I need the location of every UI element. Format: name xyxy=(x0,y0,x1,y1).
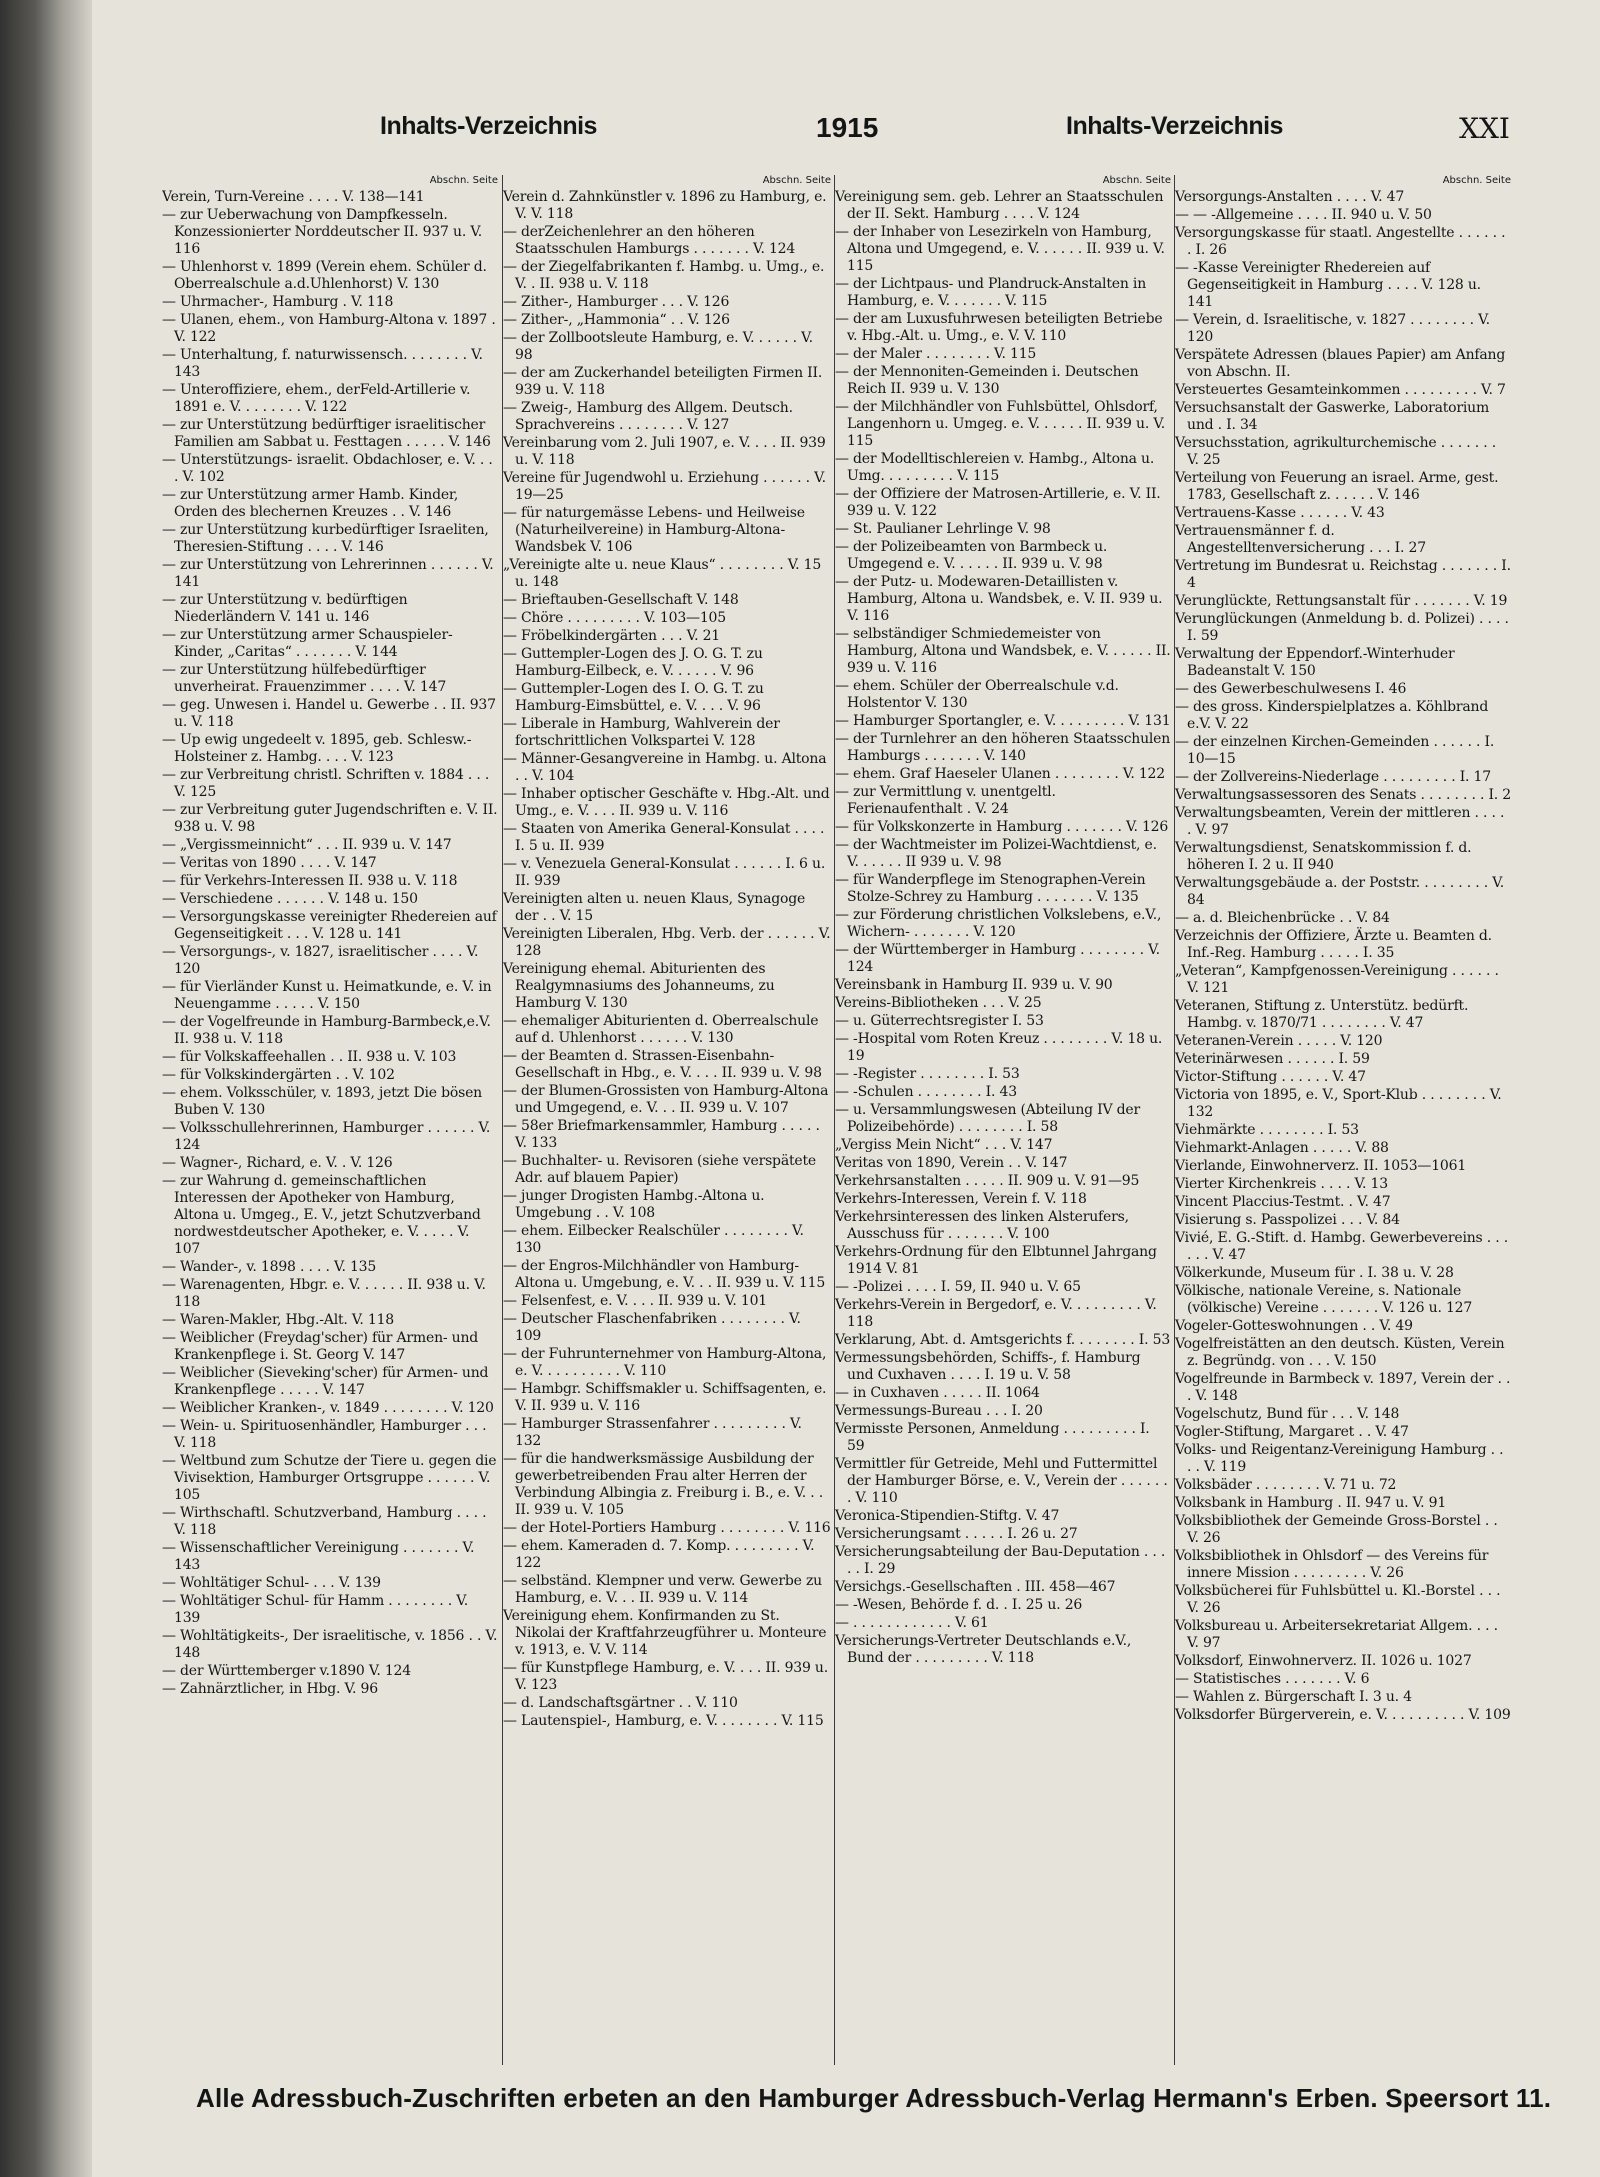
index-entry: Volksdorfer Bürgerverein, e. V. . . . . . . . . . V. 109 xyxy=(1175,1707,1511,1723)
index-entry: — zur Unterstützung bedürftiger israelitischer Familien am Sabbat u. Festtagen . . . . . V. 146 xyxy=(162,417,491,450)
index-entry: — 58er Briefmarkensammler, Hamburg . . . . . V. 133 xyxy=(503,1118,820,1151)
index-entry: — ehem. Volksschüler, v. 1893, jetzt Die bösen Buben V. 130 xyxy=(162,1085,482,1118)
index-entry: — Guttempler-Logen des J. O. G. T. zu Hamburg-Eilbeck, e. V. . . . . . V. 96 xyxy=(503,646,763,679)
index-entry: — der Inhaber von Lesezirkeln von Hamburg, Altona und Umgegend, e. V. . . . . . II. 939 u. V. 115 xyxy=(835,224,1165,274)
index-entry: Vermittler für Getreide, Mehl und Futtermittel der Hamburger Börse, e. V., Verein der . . . . . . . V. 110 xyxy=(835,1456,1168,1506)
index-entry: — Männer-Gesangvereine in Hambg. u. Altona . . V. 104 xyxy=(503,751,827,784)
index-entry: Vierlande, Einwohnerverz. II. 1053—1061 xyxy=(1175,1158,1467,1174)
index-entry: — selbständiger Schmiedemeister von Hamburg, Altona und Wandsbek, e. V. . . . . . II. 939 u. V. 116 xyxy=(835,626,1171,676)
index-entry: Verkehrs-Verein in Bergedorf, e. V. . . . . . . . . V. 118 xyxy=(835,1297,1157,1330)
index-entry: — Wander-, v. 1898 . . . . V. 135 xyxy=(162,1259,377,1275)
index-entry: — -Schulen . . . . . . . . I. 43 xyxy=(835,1084,1017,1100)
index-entry: — Veritas von 1890 . . . . V. 147 xyxy=(162,855,377,871)
index-entry: — in Cuxhaven . . . . . II. 1064 xyxy=(835,1385,1040,1401)
index-entry: — der Engros-Milchhändler von Hamburg-Altona u. Umgebung, e. V. . . II. 939 u. V. 115 xyxy=(503,1258,826,1291)
index-entry: Verein, Turn-Vereine . . . . V. 138—141 xyxy=(162,189,425,205)
index-entry: — zur Wahrung d. gemeinschaftlichen Interessen der Apotheker von Hamburg, Altona u. Umgeg., E. V., jetzt Schutzverband nordwestdeutscher Apotheker, e. V. . . . . V. 107 xyxy=(162,1173,481,1257)
entry-list xyxy=(1175,189,1515,1724)
index-entry: — ehemaliger Abiturienten d. Oberrealschule auf d. Uhlenhorst . . . . . . V. 130 xyxy=(503,1013,819,1046)
column-header: Abschn. Seite xyxy=(1442,175,1511,186)
index-entry: Volksbibliothek der Gemeinde Gross-Borstel . . V. 26 xyxy=(1175,1513,1498,1546)
index-entry: Vertrauensmänner f. d. Angestelltenversicherung . . . I. 27 xyxy=(1175,523,1426,556)
index-entry: — ehem. Schüler der Oberrealschule v.d. Holstentor V. 130 xyxy=(835,678,1119,711)
index-column-3 xyxy=(834,175,1175,2065)
index-entry: — Weiblicher (Sieveking'scher) für Armen- und Krankenpflege . . . . . V. 147 xyxy=(162,1365,489,1398)
index-entry: — der einzelnen Kirchen-Gemeinden . . . . . . I. 10—15 xyxy=(1175,734,1495,767)
index-entry: — Buchhalter- u. Revisoren (siehe verspätete Adr. auf blauem Papier) xyxy=(503,1153,816,1186)
index-entry: — Chöre . . . . . . . . . V. 103—105 xyxy=(503,610,726,626)
index-entry: — Versorgungs-, v. 1827, israelitischer . . . . V. 120 xyxy=(162,944,479,977)
index-entry: — ehem. Graf Haeseler Ulanen . . . . . . . . V. 122 xyxy=(835,766,1165,782)
index-entry: — der am Zuckerhandel beteiligten Firmen II. 939 u. V. 118 xyxy=(503,365,823,398)
index-entry: — der Württemberger v.1890 V. 124 xyxy=(162,1663,411,1679)
header-title-right: Inhalts-Verzeichnis xyxy=(1066,112,1283,140)
index-entry: — der Vogelfreunde in Hamburg-Barmbeck,e.V. II. 938 u. V. 118 xyxy=(162,1014,491,1047)
index-entry: Volks- und Reigentanz-Vereinigung Hamburg . . . . V. 119 xyxy=(1175,1442,1504,1475)
index-entry: — -Kasse Vereinigter Rhedereien auf Gegenseitigkeit in Hamburg . . . . V. 128 u. 141 xyxy=(1175,260,1481,310)
index-entry: Versicherungsamt . . . . . I. 26 u. 27 xyxy=(835,1526,1078,1542)
index-entry: — der Lichtpaus- und Plandruck-Anstalten in Hamburg, e. V. . . . . . . V. 115 xyxy=(835,276,1147,309)
header-title-left: Inhalts-Verzeichnis xyxy=(380,112,597,140)
index-entry: Veteranen-Verein . . . . . V. 120 xyxy=(1175,1033,1383,1049)
index-entry: Vogelschutz, Bund für . . . V. 148 xyxy=(1175,1406,1400,1422)
index-entry: Victor-Stiftung . . . . . . V. 47 xyxy=(1175,1069,1366,1085)
index-entry: — der Blumen-Grossisten von Hamburg-Altona und Umgegend, e. V. . . II. 939 u. V. 107 xyxy=(503,1083,829,1116)
index-entry: Vincent Placcius-Testmt. . V. 47 xyxy=(1175,1194,1391,1210)
index-entry: — Wohltätiger Schul- für Hamm . . . . . . . . V. 139 xyxy=(162,1593,469,1626)
index-entry: — Uhlenhorst v. 1899 (Verein ehem. Schüler d. Oberrealschule a.d.Uhlenhorst) V. 130 xyxy=(162,259,487,292)
index-entry: — der Mennoniten-Gemeinden i. Deutschen Reich II. 939 u. V. 130 xyxy=(835,364,1139,397)
index-entry: — Lautenspiel-, Hamburg, e. V. . . . . . . . V. 115 xyxy=(503,1713,824,1729)
index-entry: — Zweig-, Hamburg des Allgem. Deutsch. Sprachvereins . . . . . . . . V. 127 xyxy=(503,400,793,433)
index-entry: — zur Unterstützung von Lehrerinnen . . . . . . V. 141 xyxy=(162,557,494,590)
column-header: Abschn. Seite xyxy=(762,175,831,186)
index-entry: — d. Landschaftsgärtner . . V. 110 xyxy=(503,1695,738,1711)
index-entry: — Felsenfest, e. V. . . . II. 939 u. V. 101 xyxy=(503,1293,768,1309)
index-entry: — Wagner-, Richard, e. V. . V. 126 xyxy=(162,1155,393,1171)
index-entry: — für naturgemässe Lebens- und Heilweise (Naturheilvereine) in Hamburg-Altona-Wandsbek V. 106 xyxy=(503,505,805,555)
index-entry: Veteranen, Stiftung z. Unterstütz. bedürft. Hambg. v. 1870/71 . . . . . . . . V. 47 xyxy=(1175,998,1469,1031)
index-entry: — derZeichenlehrer an den höheren Staatsschulen Hamburgs . . . . . . . V. 124 xyxy=(503,224,796,257)
index-entry: Volksbücherei für Fuhlsbüttel u. Kl.-Borstel . . . V. 26 xyxy=(1175,1583,1501,1616)
index-entry: Vierter Kirchenkreis . . . . V. 13 xyxy=(1175,1176,1388,1192)
index-entry: Vermessungsbehörden, Schiffs-, f. Hamburg und Cuxhaven . . . . I. 19 u. V. 58 xyxy=(835,1350,1141,1383)
index-entry: Veronica-Stipendien-Stiftg. V. 47 xyxy=(835,1508,1060,1524)
index-entry: — Weiblicher Kranken-, v. 1849 . . . . . . . . V. 120 xyxy=(162,1400,494,1416)
index-entry: — Fröbelkindergärten . . . V. 21 xyxy=(503,628,720,644)
entry-list xyxy=(503,189,835,1730)
index-entry: — Liberale in Hamburg, Wahlverein der fortschrittlichen Volkspartei V. 128 xyxy=(503,716,780,749)
page-number: XXI xyxy=(1459,112,1510,145)
index-entry: — Wein- u. Spirituosenhändler, Hamburger . . . V. 118 xyxy=(162,1418,487,1451)
index-entry: Völkerkunde, Museum für . I. 38 u. V. 28 xyxy=(1175,1265,1454,1281)
index-entry: Volksbureau u. Arbeitersekretariat Allgem. . . . V. 97 xyxy=(1175,1618,1498,1651)
index-entry: — der Maler . . . . . . . . V. 115 xyxy=(835,346,1037,362)
index-entry: — Guttempler-Logen des I. O. G. T. zu Hamburg-Eimsbüttel, e. V. . . . V. 96 xyxy=(503,681,764,714)
index-entry: Vogeler-Gotteswohnungen . . V. 49 xyxy=(1175,1318,1413,1334)
index-entry: Verzeichnis der Offiziere, Ärzte u. Beamten d. Inf.-Reg. Hamburg . . . . . I. 35 xyxy=(1175,928,1492,961)
index-entry: Veritas von 1890, Verein . . V. 147 xyxy=(835,1155,1068,1171)
index-entry: Verklarung, Abt. d. Amtsgerichts f. . . . . . . . I. 53 xyxy=(835,1332,1171,1348)
index-entry: „Vergiss Mein Nicht“ . . . V. 147 xyxy=(835,1137,1053,1153)
index-entry: — u. Güterrechtsregister I. 53 xyxy=(835,1013,1044,1029)
index-entry: — der Zollbootsleute Hamburg, e. V. . . . . . V. 98 xyxy=(503,330,813,363)
index-entry: — v. Venezuela General-Konsulat . . . . . . I. 6 u. II. 939 xyxy=(503,856,826,889)
index-entry: — Hamburger Strassenfahrer . . . . . . . . . V. 132 xyxy=(503,1416,802,1449)
index-entry: Verein d. Zahnkünstler v. 1896 zu Hamburg, e. V. V. 118 xyxy=(503,189,827,222)
index-entry: — . . . . . . . . . . . . V. 61 xyxy=(835,1615,989,1631)
index-entry: — der Modelltischlereien v. Hambg., Altona u. Umg. . . . . . . . . V. 115 xyxy=(835,451,1155,484)
index-entry: — Unterstützungs- israelit. Obdachloser, e. V. . . . V. 102 xyxy=(162,452,493,485)
index-entry: — der Württemberger in Hamburg . . . . . . . . V. 124 xyxy=(835,942,1160,975)
index-entry: „Vereinigte alte u. neue Klaus“ . . . . . . . . V. 15 u. 148 xyxy=(503,557,822,590)
index-entry: Vereins-Bibliotheken . . . V. 25 xyxy=(835,995,1042,1011)
index-entry: — der Ziegelfabrikanten f. Hambg. u. Umg., e. V. . II. 938 u. V. 118 xyxy=(503,259,825,292)
index-entry: — geg. Unwesen i. Handel u. Gewerbe . . II. 937 u. V. 118 xyxy=(162,697,496,730)
index-entry: Vereinigten alten u. neuen Klaus, Synagoge der . . V. 15 xyxy=(503,891,806,924)
entry-list xyxy=(835,189,1175,1667)
index-entry: — zur Unterstützung armer Schauspieler-Kinder, „Caritas“ . . . . . . . V. 144 xyxy=(162,627,453,660)
index-entry: Versorgungs-Anstalten . . . . V. 47 xyxy=(1175,189,1405,205)
index-entry: Vereinigung ehem. Konfirmanden zu St. Nikolai der Kraftfahrzeugführer u. Monteure v. 1913, e. V. V. 114 xyxy=(503,1608,827,1658)
index-entry: — St. Paulianer Lehrlinge V. 98 xyxy=(835,521,1051,537)
index-entry: Victoria von 1895, e. V., Sport-Klub . . . . . . . . V. 132 xyxy=(1175,1087,1502,1120)
index-entry: — für die handwerksmässige Ausbildung der gewerbetreibenden Frau alter Herren der Verbindung Albingia z. Freiburg i. B., e. V. . . II. 939 u. V. 105 xyxy=(503,1451,823,1518)
index-entry: — Statistisches . . . . . . . V. 6 xyxy=(1175,1671,1370,1687)
index-entry: — Wohltätiger Schul- . . . V. 139 xyxy=(162,1575,381,1591)
index-entry: — ehem. Kameraden d. 7. Komp. . . . . . . . . V. 122 xyxy=(503,1538,815,1571)
index-entry: — zur Verbreitung christl. Schriften v. 1884 . . . V. 125 xyxy=(162,767,490,800)
index-entry: — Inhaber optischer Geschäfte v. Hbg.-Alt. und Umg., e. V. . . . II. 939 u. V. 116 xyxy=(503,786,830,819)
index-entry: — der Hotel-Portiers Hamburg . . . . . . . . V. 116 xyxy=(503,1520,831,1536)
index-entry: — der am Luxusfuhrwesen beteiligten Betriebe v. Hbg.-Alt. u. Umg., e. V. V. 110 xyxy=(835,311,1163,344)
index-entry: — zur Unterstützung kurbedürftiger Israeliten, Theresien-Stiftung . . . . V. 146 xyxy=(162,522,489,555)
index-entry: Verkehrs-Interessen, Verein f. V. 118 xyxy=(835,1191,1087,1207)
index-entry: — zur Unterstützung armer Hamb. Kinder, Orden des blechernen Kreuzes . . V. 146 xyxy=(162,487,459,520)
index-entry: Vermisste Personen, Anmeldung . . . . . . . . . I. 59 xyxy=(835,1421,1150,1454)
entry-list xyxy=(162,189,502,1698)
index-entry: — der Fuhrunternehmer von Hamburg-Altona, e. V. . . . . . . . . . V. 110 xyxy=(503,1346,827,1379)
index-entry: — selbständ. Klempner und verw. Gewerbe zu Hamburg, e. V. . . II. 939 u. V. 114 xyxy=(503,1573,822,1606)
index-entry: Volksbäder . . . . . . . . V. 71 u. 72 xyxy=(1175,1477,1397,1493)
index-entry: — zur Vermittlung v. unentgeltl. Ferienaufenthalt . V. 24 xyxy=(835,784,1056,817)
index-entry: — Wirthschaftl. Schutzverband, Hamburg . . . . V. 118 xyxy=(162,1505,487,1538)
index-entry: — -Polizei . . . . I. 59, II. 940 u. V. 65 xyxy=(835,1279,1081,1295)
index-entry: — Waren-Makler, Hbg.-Alt. V. 118 xyxy=(162,1312,394,1328)
header-year: 1915 xyxy=(816,112,879,143)
index-entry: — der Zollvereins-Niederlage . . . . . . . . . I. 17 xyxy=(1175,769,1491,785)
index-entry: „Veteran“, Kampfgenossen-Vereinigung . . . . . . V. 121 xyxy=(1175,963,1499,996)
index-entry: Volksbibliothek in Ohlsdorf — des Vereins für innere Mission . . . . . . . . . V. 26 xyxy=(1175,1548,1489,1581)
index-entry: — junger Drogisten Hambg.-Altona u. Umgebung . . V. 108 xyxy=(503,1188,765,1221)
index-entry: — Deutscher Flaschenfabriken . . . . . . . . V. 109 xyxy=(503,1311,801,1344)
index-entry: Vertretung im Bundesrat u. Reichstag . . . . . . . I. 4 xyxy=(1175,558,1511,591)
index-entry: — Wissenschaftlicher Vereinigung . . . . . . . V. 143 xyxy=(162,1540,475,1573)
index-entry: Visierung s. Passpolizei . . . V. 84 xyxy=(1175,1212,1400,1228)
index-entry: — der Turnlehrer an den höheren Staatsschulen Hamburgs . . . . . . . V. 140 xyxy=(835,731,1171,764)
index-entry: — zur Verbreitung guter Jugendschriften e. V. II. 938 u. V. 98 xyxy=(162,802,498,835)
index-entry: — u. Versammlungswesen (Abteilung IV der Polizeibehörde) . . . . . . . . I. 58 xyxy=(835,1102,1140,1135)
index-entry: — für Volkskonzerte in Hamburg . . . . . . . V. 126 xyxy=(835,819,1169,835)
index-entry: Verwaltungsgebäude a. der Poststr. . . . . . . . . V. 84 xyxy=(1175,875,1504,908)
index-entry: — der Offiziere der Matrosen-Artillerie, e. V. II. 939 u. V. 122 xyxy=(835,486,1161,519)
index-entry: Vivié, E. G.-Stift. d. Hambg. Gewerbevereins . . . . . . V. 47 xyxy=(1175,1230,1509,1263)
index-entry: Verwaltung der Eppendorf.-Winterhuder Badeanstalt V. 150 xyxy=(1175,646,1455,679)
index-entry: Vogler-Stiftung, Margaret . . V. 47 xyxy=(1175,1424,1409,1440)
index-entry: — -Wesen, Behörde f. d. . I. 25 u. 26 xyxy=(835,1597,1083,1613)
index-entry: — für Kunstpflege Hamburg, e. V. . . . II. 939 u. V. 123 xyxy=(503,1660,829,1693)
index-entry: Vereinbarung vom 2. Juli 1907, e. V. . . . II. 939 u. V. 118 xyxy=(503,435,826,468)
index-entry: Vogelfreunde in Barmbeck v. 1897, Verein der . . . V. 148 xyxy=(1175,1371,1511,1404)
index-entry: Volksdorf, Einwohnerverz. II. 1026 u. 1027 xyxy=(1175,1653,1472,1669)
index-entry: Vereinigung ehemal. Abiturienten des Realgymnasiums des Johanneums, zu Hamburg V. 130 xyxy=(503,961,775,1011)
index-entry: — der Beamten d. Strassen-Eisenbahn-Gesellschaft in Hbg., e. V. . . . II. 939 u. V. 98 xyxy=(503,1048,822,1081)
index-entry: Verkehrsanstalten . . . . . II. 909 u. V. 91—95 xyxy=(835,1173,1140,1189)
index-entry: Vereinigten Liberalen, Hbg. Verb. der . . . . . . V. 128 xyxy=(503,926,831,959)
index-entry: Verunglückte, Rettungsanstalt für . . . . . . . V. 19 xyxy=(1175,593,1508,609)
page-header xyxy=(380,112,1510,150)
index-entry: — für Wanderpflege im Stenographen-Verein Stolze-Schrey zu Hamburg . . . . . . . V. 135 xyxy=(835,872,1146,905)
index-entry: Versorgungskasse für staatl. Angestellte . . . . . . . I. 26 xyxy=(1175,225,1506,258)
index-entry: — der Putz- u. Modewaren-Detaillisten v. Hamburg, Altona u. Wandsbek, e. V. II. 939 u. V. 116 xyxy=(835,574,1163,624)
index-entry: Völkische, nationale Vereine, s. Nationale (völkische) Vereine . . . . . . . V. 126 u. 127 xyxy=(1175,1283,1473,1316)
index-entry: Verteilung von Feuerung an israel. Arme, gest. 1783, Gesellschaft z. . . . . . V. 146 xyxy=(1175,470,1499,503)
index-entry: Volksbank in Hamburg . II. 947 u. V. 91 xyxy=(1175,1495,1447,1511)
index-entry: Verkehrsinteressen des linken Alsterufers, Ausschuss für . . . . . . . V. 100 xyxy=(835,1209,1129,1242)
index-entry: — Verein, d. Israelitische, v. 1827 . . . . . . . . V. 120 xyxy=(1175,312,1490,345)
index-entry: — ehem. Eilbecker Realschüler . . . . . . . . V. 130 xyxy=(503,1223,804,1256)
index-entry: — Weltbund zum Schutze der Tiere u. gegen die Vivisektion, Hamburger Ortsgruppe . . . . . . V. 105 xyxy=(162,1453,497,1503)
index-entry: Vereine für Jugendwohl u. Erziehung . . . . . . V. 19—25 xyxy=(503,470,826,503)
index-entry: — Hambgr. Schiffsmakler u. Schiffsagenten, e. V. II. 939 u. V. 116 xyxy=(503,1381,827,1414)
index-entry: Viehmärkte . . . . . . . . I. 53 xyxy=(1175,1122,1359,1138)
index-entry: Vereinsbank in Hamburg II. 939 u. V. 90 xyxy=(835,977,1113,993)
index-entry: — „Vergissmeinnicht“ . . . II. 939 u. V. 147 xyxy=(162,837,452,853)
index-entry: — zur Unterstützung hülfebedürftiger unverheirat. Frauenzimmer . . . . V. 147 xyxy=(162,662,447,695)
index-entry: — Unteroffiziere, ehem., derFeld-Artillerie v. 1891 e. V. . . . . . . . V. 122 xyxy=(162,382,471,415)
index-entry: Versuchsanstalt der Gaswerke, Laboratorium und . I. 34 xyxy=(1175,400,1490,433)
index-entry: — Warenagenten, Hbgr. e. V. . . . . . II. 938 u. V. 118 xyxy=(162,1277,486,1310)
index-entry: Verwaltungsassessoren des Senats . . . . . . . . I. 2 xyxy=(1175,787,1511,803)
index-entry: Verwaltungsbeamten, Verein der mittleren . . . . . V. 97 xyxy=(1175,805,1505,838)
index-entry: — der Polizeibeamten von Barmbeck u. Umgegend e. V. . . . . . II. 939 u. V. 98 xyxy=(835,539,1108,572)
index-entry: — -Hospital vom Roten Kreuz . . . . . . . . V. 18 u. 19 xyxy=(835,1031,1163,1064)
index-entry: — zur Förderung christlichen Volkslebens, e.V., Wichern- . . . . . . . V. 120 xyxy=(835,907,1162,940)
index-entry: — Versorgungskasse vereinigter Rhedereien auf Gegenseitigkeit . . . V. 128 u. 141 xyxy=(162,909,497,942)
index-entry: Versichgs.-Gesellschaften . III. 458—467 xyxy=(835,1579,1116,1595)
index-entry: — Wahlen z. Bürgerschaft I. 3 u. 4 xyxy=(1175,1689,1412,1705)
index-entry: — für Volkskaffeehallen . . II. 938 u. V. 103 xyxy=(162,1049,457,1065)
index-entry: Versteuertes Gesamteinkommen . . . . . . . . . V. 7 xyxy=(1175,382,1506,398)
index-entry: — der Milchhändler von Fuhlsbüttel, Ohlsdorf, Langenhorn u. Umgeg. e. V. . . . . . II. 939 u. V. 115 xyxy=(835,399,1166,449)
index-entry: — Zither-, „Hammonia“ . . V. 126 xyxy=(503,312,730,328)
index-entry: Verunglückungen (Anmeldung b. d. Polizei) . . . . I. 59 xyxy=(1175,611,1509,644)
index-entry: — Unterhaltung, f. naturwissensch. . . . . . . . V. 143 xyxy=(162,347,483,380)
column-header: Abschn. Seite xyxy=(1102,175,1171,186)
index-entry: — der Wachtmeister im Polizei-Wachtdienst, e. V. . . . . . II 939 u. V. 98 xyxy=(835,837,1157,870)
index-entry: Vereinigung sem. geb. Lehrer an Staatsschulen der II. Sekt. Hamburg . . . . V. 124 xyxy=(835,189,1164,222)
index-entry: Verwaltungsdienst, Senatskommission f. d. höheren I. 2 u. II 940 xyxy=(1175,840,1472,873)
index-entry: Verkehrs-Ordnung für den Elbtunnel Jahrgang 1914 V. 81 xyxy=(835,1244,1157,1277)
index-entry: — zur Unterstützung v. bedürftigen Niederländern V. 141 u. 146 xyxy=(162,592,408,625)
index-entry: — für Vierländer Kunst u. Heimatkunde, e. V. in Neuengamme . . . . . V. 150 xyxy=(162,979,492,1012)
index-entry: — für Verkehrs-Interessen II. 938 u. V. 118 xyxy=(162,873,458,889)
index-entry: — Uhrmacher-, Hamburg . V. 118 xyxy=(162,294,394,310)
index-entry: — Hamburger Sportangler, e. V. . . . . . . . . V. 131 xyxy=(835,713,1171,729)
column-header: Abschn. Seite xyxy=(429,175,498,186)
index-entry: — des Gewerbeschulwesens I. 46 xyxy=(1175,681,1407,697)
index-entry: Vermessungs-Bureau . . . I. 20 xyxy=(835,1403,1043,1419)
index-entry: — Verschiedene . . . . . . V. 148 u. 150 xyxy=(162,891,418,907)
index-entry: Vogelfreistätten an den deutsch. Küsten, Verein z. Begründg. von . . . V. 150 xyxy=(1175,1336,1505,1369)
index-entry: Viehmarkt-Anlagen . . . . . V. 88 xyxy=(1175,1140,1389,1156)
index-column-4 xyxy=(1174,175,1515,2065)
index-entry: — -Register . . . . . . . . I. 53 xyxy=(835,1066,1020,1082)
index-entry: Versuchsstation, agrikulturchemische . . . . . . . V. 25 xyxy=(1175,435,1496,468)
index-entry: Vertrauens-Kasse . . . . . . V. 43 xyxy=(1175,505,1385,521)
index-entry: — Weiblicher (Freydag'scher) für Armen- und Krankenpflege i. St. Georg V. 147 xyxy=(162,1330,479,1363)
index-entry: Verspätete Adressen (blaues Papier) am Anfang von Abschn. II. xyxy=(1175,347,1506,380)
index-entry: — Brieftauben-Gesellschaft V. 148 xyxy=(503,592,739,608)
index-column-1 xyxy=(162,175,502,2065)
index-entry: — Zither-, Hamburger . . . V. 126 xyxy=(503,294,730,310)
index-entry: — Up ewig ungedeelt v. 1895, geb. Schlesw.-Holsteiner z. Hambg. . . . V. 123 xyxy=(162,732,472,765)
index-entry: — a. d. Bleichenbrücke . . V. 84 xyxy=(1175,910,1390,926)
index-column-2 xyxy=(502,175,835,2065)
index-entry: — Volksschullehrerinnen, Hamburger . . . . . . V. 124 xyxy=(162,1120,491,1153)
index-entry: — des gross. Kinderspielplatzes a. Köhlbrand e.V. V. 22 xyxy=(1175,699,1489,732)
index-entry: Versicherungsabteilung der Bau-Deputation . . . . . I. 29 xyxy=(835,1544,1166,1577)
index-entry: Versicherungs-Vertreter Deutschlands e.V., Bund der . . . . . . . . . V. 118 xyxy=(835,1633,1132,1666)
index-entry: — Ulanen, ehem., von Hamburg-Altona v. 1897 . V. 122 xyxy=(162,312,496,345)
index-entry: — für Volkskindergärten . . V. 102 xyxy=(162,1067,395,1083)
index-entry: — — -Allgemeine . . . . II. 940 u. V. 50 xyxy=(1175,207,1432,223)
index-entry: — zur Ueberwachung von Dampfkesseln. Konzessionierter Norddeutscher II. 937 u. V. 116 xyxy=(162,207,483,257)
index-entry: — Staaten von Amerika General-Konsulat . . . . I. 5 u. II. 939 xyxy=(503,821,825,854)
index-entry: Veterinärwesen . . . . . . I. 59 xyxy=(1175,1051,1370,1067)
index-entry: — Wohltätigkeits-, Der israelitische, v. 1856 . . V. 148 xyxy=(162,1628,498,1661)
index-entry: — Zahnärztlicher, in Hbg. V. 96 xyxy=(162,1681,378,1697)
publisher-footer: Alle Adressbuch-Zuschriften erbeten an den Hamburger Adressbuch-Verlag Hermann's Erben. Speersort 11. xyxy=(196,2083,1552,2113)
